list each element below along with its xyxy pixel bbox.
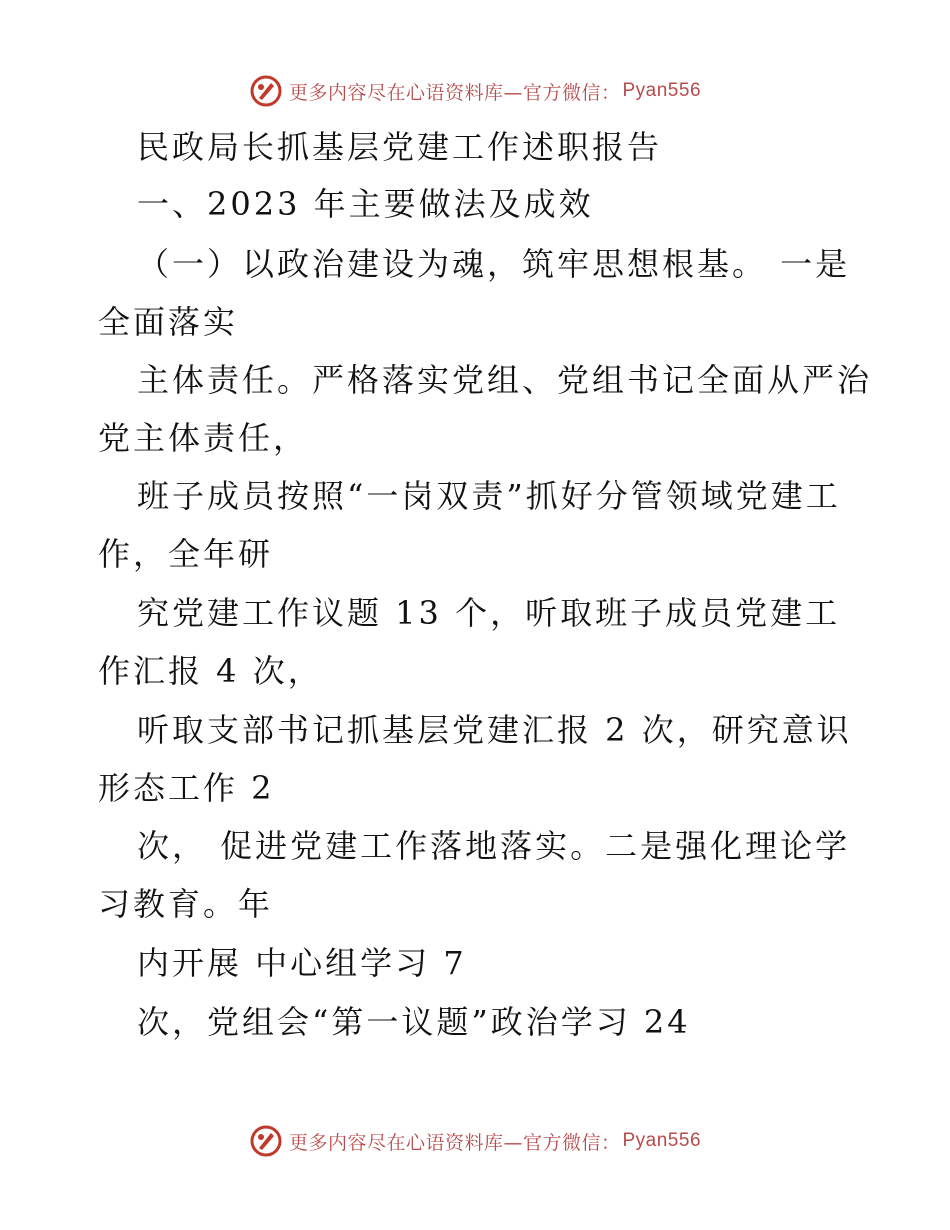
document-title: 民政局长抓基层党建工作述职报告	[137, 128, 663, 166]
header-watermark	[0, 71, 950, 111]
brand-logo-icon	[249, 1124, 283, 1158]
paragraph-line: 内开展 中心组学习 7	[137, 944, 467, 982]
paragraph-line: 形态工作 2	[98, 769, 275, 807]
paragraph-line: 班子成员按照“一岗双责”抓好分管领域党建工	[137, 477, 841, 515]
paragraph-line: （一）以政治建设为魂，筑牢思想根基。 一是	[137, 245, 851, 283]
paragraph-line: 次，党组会“第一议题”政治学习 24	[137, 1003, 691, 1041]
paragraph-line: 主体责任。严格落实党组、党组书记全面从严治	[137, 361, 873, 399]
paragraph-line: 作汇报 4 次，	[98, 652, 323, 690]
paragraph-line: 作，全年研	[98, 535, 274, 573]
paragraph-line: 究党建工作议题 13 个，听取班子成员党建工	[137, 594, 841, 632]
watermark-id: Pyan556	[622, 1130, 702, 1151]
brand-logo-icon	[249, 74, 283, 108]
paragraph-line: 次， 促进党建工作落地落实。二是强化理论学	[137, 827, 851, 865]
watermark-id: Pyan556	[622, 80, 702, 101]
section-heading: 一、2023 年主要做法及成效	[137, 185, 594, 223]
watermark-text: 更多内容尽在心语资料库—官方微信：	[288, 81, 621, 104]
paragraph-line: 全面落实	[98, 303, 239, 341]
paragraph-line: 党主体责任，	[98, 419, 309, 457]
footer-watermark	[0, 1121, 950, 1161]
paragraph-line: 听取支部书记抓基层党建汇报 2 次，研究意识	[137, 711, 852, 749]
watermark-text: 更多内容尽在心语资料库—官方微信：	[288, 1131, 621, 1154]
paragraph-line: 习教育。年	[98, 885, 274, 923]
